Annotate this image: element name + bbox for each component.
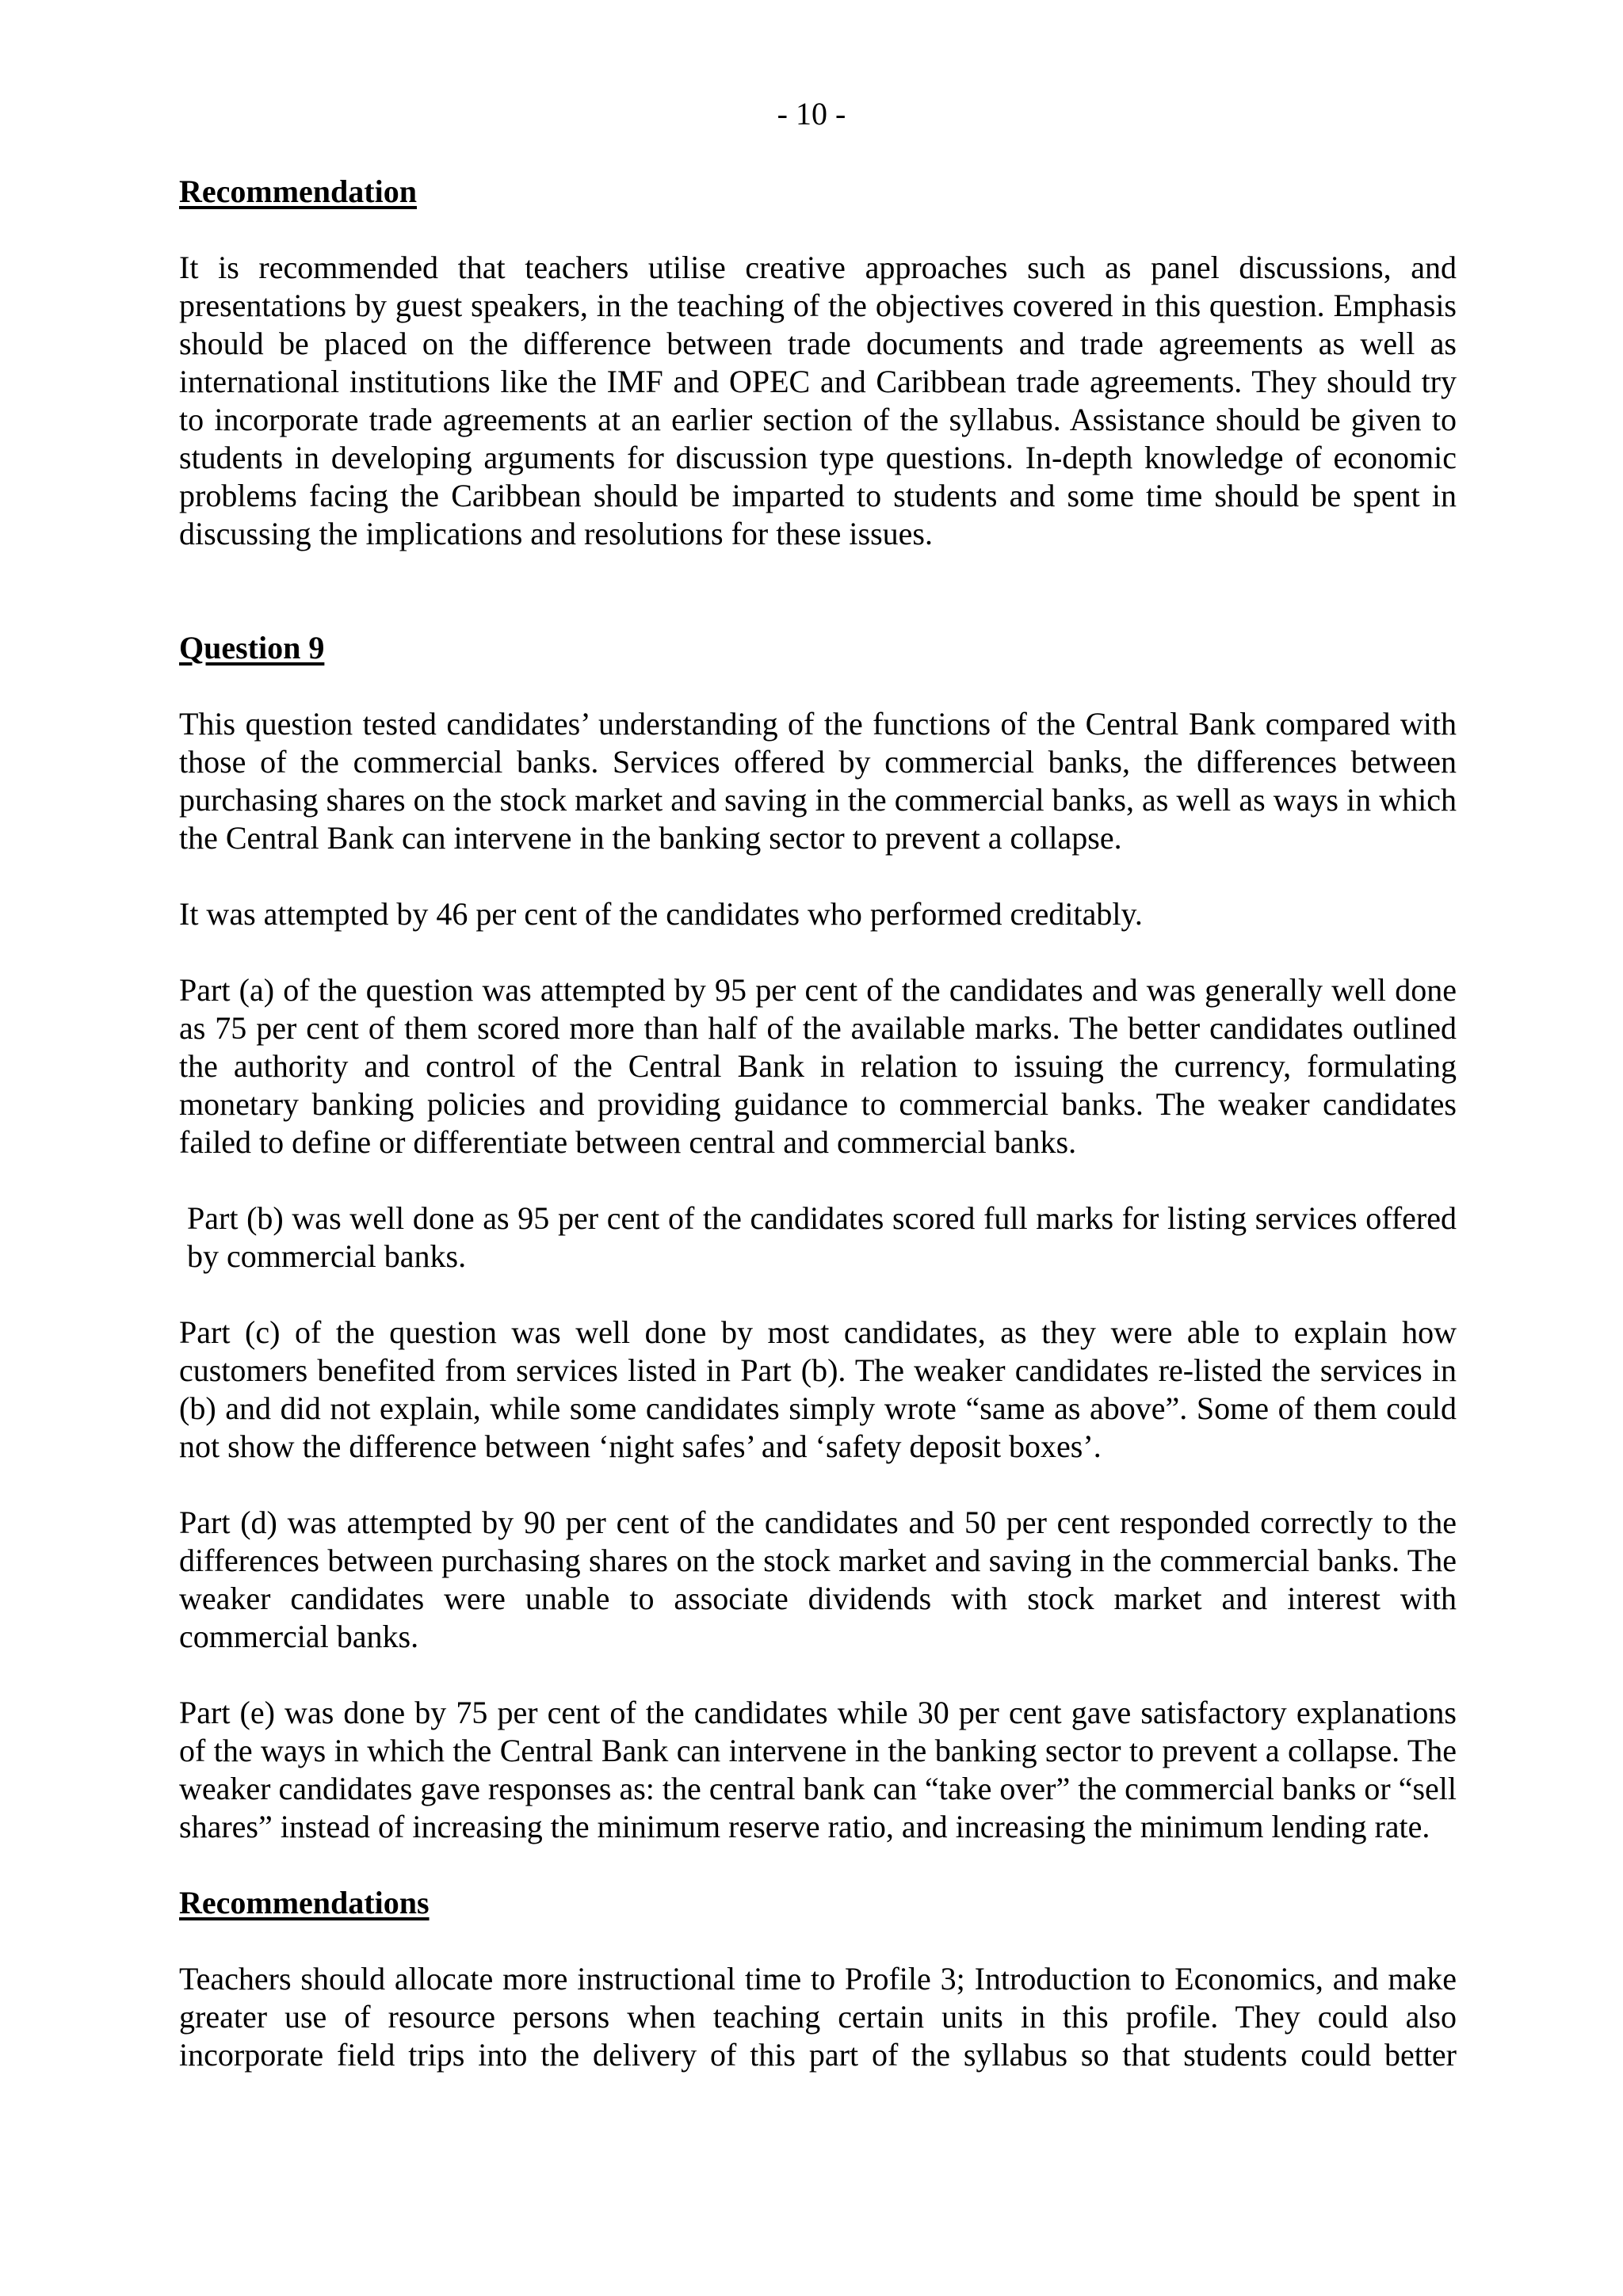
paragraph: Teachers should allocate more instructional time to Profile 3; Introduction to Economics, and make greater use of resource persons when teaching certain units in this profile. They could also incorporate field trips into the delivery of this part of the syllabus so that students could better	[179, 1961, 1457, 2073]
paragraph: Part (d) was attempted by 90 per cent of the candidates and 50 per cent responded correctly to the differences between purchasing shares on the stock market and saving in the commercial banks. The weaker candidates were unable to associate dividends with stock market and interest with commercial banks.	[179, 1505, 1457, 1654]
paragraph: Part (b) was well done as 95 per cent of the candidates scored full marks for listing services offered by commercial banks.	[187, 1200, 1457, 1274]
paragraph: It is recommended that teachers utilise creative approaches such as panel discussions, and presentations by guest speakers, in the teaching of the objectives covered in this question. Emphasis should be placed on the difference between trade documents and trade agreements as well as international institutions like the IMF and OPEC and Caribbean trade agreements. They should try to incorporate trade agreements at an earlier section of the syllabus. Assistance should be given to students in developing arguments for discussion type questions. In-depth knowledge of economic problems facing the Caribbean should be imparted to students and some time should be spent in discussing the implications and resolutions for these issues.	[179, 250, 1457, 551]
page-content	[179, 173, 1457, 2074]
section-recommendations	[179, 1884, 1457, 2074]
paragraph: Part (c) of the question was well done by most candidates, as they were able to explain how customers benefited from services listed in Part (b). The weaker candidates re-listed the services in (b) and did not explain, while some candidates simply wrote “same as above”. Some of them could not show the difference between ‘night safes’ and ‘safety deposit boxes’.	[179, 1314, 1457, 1464]
section-heading: Recommendation	[179, 174, 417, 209]
paragraph: This question tested candidates’ understanding of the functions of the Central Bank compared with those of the commercial banks. Services offered by commercial banks, the differences between purchasing shares on the stock market and saving in the commercial banks, as well as ways in which the Central Bank can intervene in the banking sector to prevent a collapse.	[179, 706, 1457, 856]
paragraph: It was attempted by 46 per cent of the candidates who performed creditably.	[179, 896, 1143, 932]
paragraph: Part (e) was done by 75 per cent of the candidates while 30 per cent gave satisfactory explanations of the ways in which the Central Bank can intervene in the banking sector to prevent a collapse. The weaker candidates gave responses as: the central bank can “take over” the commercial banks or “sell shares” instead of increasing the minimum reserve ratio, and increasing the minimum lending rate.	[179, 1695, 1457, 1844]
section-heading: Question 9	[179, 630, 325, 666]
page-number: - 10 -	[777, 96, 846, 132]
section-recommendation	[179, 173, 1457, 553]
section-question-9	[179, 629, 1457, 1846]
paragraph: Part (a) of the question was attempted by 95 per cent of the candidates and was generally well done as 75 per cent of them scored more than half of the available marks. The better candidates outlined the authority and control of the Central Bank in relation to issuing the currency, formulating monetary banking policies and providing guidance to commercial banks. The weaker candidates failed to define or differentiate between central and commercial banks.	[179, 972, 1457, 1160]
section-heading: Recommendations	[179, 1885, 430, 1920]
